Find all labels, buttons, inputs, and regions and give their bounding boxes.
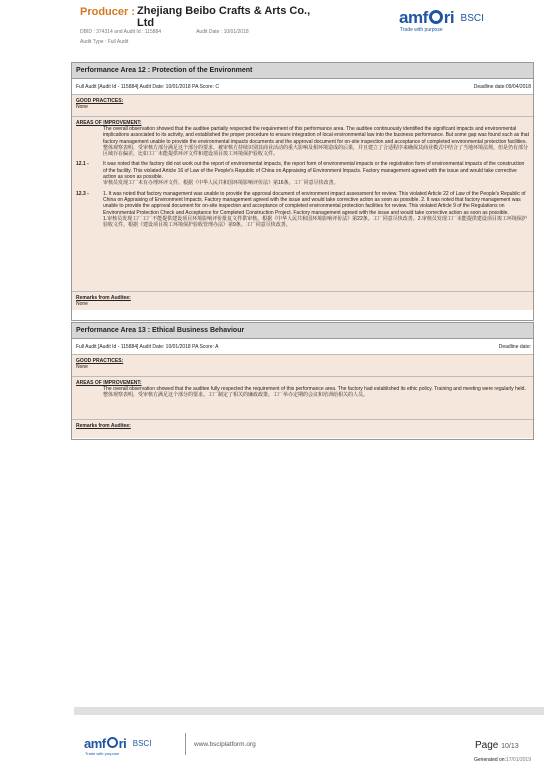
audit-info-text: Full Audit [Audit Id - 115884] Audit Date: 10/01/2018 PA Score: C bbox=[76, 84, 219, 90]
good-practices-value: None bbox=[76, 364, 88, 370]
finding-text-en: 1. It was noted that factory management was unable to provide the approval document of environment impact assessment for review. This violated Article 22 of Law of the People's Republic of China on Appraising of Environment Impacts. Factory management agreed with the issue and would take corrective action as soon as possible. 2. It was noted that factory management was unable to provide the approval document for on-site inspection and acceptance of completed environmental protection facilities for review. This violated Article 9 of the Regulations on Environmental Protection Check and Acceptance for Completed Construction Project. Factory management agreed with the issue and would take corrective action as soon as possible. bbox=[103, 190, 526, 216]
generated-label: Generated on: bbox=[474, 757, 506, 763]
dbid-text: DBID : 374314 and Audit Id : 115884 bbox=[80, 29, 162, 35]
remarks-block bbox=[72, 420, 533, 438]
section-title: Performance Area 13 : Ethical Business Behaviour bbox=[72, 323, 533, 339]
finding-text-en: It was noted that the factory did not work out the report of environmental impacts, the report form of environmental impacts or the registration form of environmental impacts of the construction of the facility. This violated Article 16 of Law of the People's Republic of China on Appraising of Environment Impacts. Factory management agreed with the issue and would take corrective action as soon as possible. bbox=[103, 161, 525, 181]
logo-word-suffix: ri bbox=[118, 736, 127, 752]
deadline-text: Deadline date:09/04/2018 bbox=[473, 84, 531, 90]
overall-observation-cn: 整体观察表明，受审核方满足这个部分的要求。工厂制定了相关的廉政政策。工厂举办定期的会议和培训给相关的人员。 bbox=[103, 392, 369, 399]
improvement-heading: AREAS OF IMPROVEMENT: bbox=[76, 120, 142, 126]
logo-tagline: Trade with purpose bbox=[85, 751, 120, 756]
platform-url-link[interactable]: www.bsciplatform.org bbox=[194, 741, 256, 748]
audit-info-row bbox=[72, 339, 533, 355]
performance-area-13 bbox=[71, 322, 534, 440]
overall-observation-en: The overall observation showed that the auditee fully respected the requirement of this performance area. The factory had established its ethic policy. Training and meeting were regularly held. bbox=[103, 386, 526, 392]
logo-word-prefix: amf bbox=[84, 736, 106, 752]
page-label: Page bbox=[475, 740, 499, 751]
finding-item bbox=[76, 191, 529, 229]
logo-bsci: BSCI bbox=[460, 12, 484, 24]
deadline-text: Deadline date: bbox=[498, 344, 531, 350]
finding-text-cn: 1.审核员发现工厂工厂不能提供建设项目环境影响评价批复文件供审核。根据《中华人民共和国环境影响评价法》第22条。工厂同意尽快改善。2.审核员发现工厂未能提供建设项目竣工环境保护验收文件。根据《建设项目竣工环境保护验收管理办法》第9条。工厂同意尽快改善。 bbox=[103, 215, 527, 229]
generated-on bbox=[474, 757, 531, 763]
audit-type-text: Audit Type : Full Audit bbox=[80, 39, 129, 45]
performance-area-12 bbox=[71, 62, 534, 321]
remarks-block bbox=[72, 292, 533, 310]
good-practices-value: None bbox=[76, 104, 88, 110]
overall-observation-cn: 整体观察表明，受审核方部分满足这个部分的要求。被审核方持续识别其商业活动的重大影响及相环境造成的后果，并且建立了合适程序来确保其商业模式中结合了当地环境法规。但是仍有部分区域存在偏差，比如工厂未能提供环评文件和建设项目竣工环境保护验收文件。 bbox=[103, 144, 529, 158]
producer-label: Producer : bbox=[80, 6, 136, 18]
finding-number: 12.1 - bbox=[76, 161, 89, 168]
audit-meta-line bbox=[80, 29, 249, 35]
logo-word-prefix: amf bbox=[399, 8, 428, 27]
producer-name: Zhejiang Beibo Crafts & Arts Co., Ltd bbox=[137, 5, 311, 29]
footer-divider bbox=[185, 733, 186, 755]
amfori-bsci-logo bbox=[399, 8, 509, 36]
logo-word-suffix: ri bbox=[443, 8, 455, 27]
footer-amfori-bsci-logo bbox=[84, 735, 164, 757]
audit-info-row bbox=[72, 79, 533, 95]
finding-item bbox=[76, 161, 529, 186]
footer-bar bbox=[74, 707, 544, 715]
logo-ring-icon bbox=[429, 10, 443, 24]
remarks-heading: Remarks from Auditee: bbox=[76, 295, 131, 301]
remarks-heading: Remarks from Auditee: bbox=[76, 423, 131, 429]
overall-observation-en: The overall observation showed that the auditee partially respected the requirement of this performance area. The auditee continuously identified the significant impacts and environmental implications associated to its activity, and established the proper procedure to ensure integration of local environmental law into the business performance. But some gap was found such as that factory management unable to provide the environmental impacts documents and the approval document for on-site inspection and acceptance of completed environmental protection facilities. bbox=[103, 126, 529, 145]
logo-bsci: BSCI bbox=[132, 739, 152, 749]
remarks-value: None bbox=[76, 301, 88, 307]
generated-date: 17/01/2019 bbox=[505, 757, 531, 763]
page-number: 10/13 bbox=[501, 743, 519, 750]
logo-ring-icon bbox=[107, 737, 118, 748]
improvement-heading: AREAS OF IMPROVEMENT: bbox=[76, 380, 142, 386]
logo-tagline: Trade with purpose bbox=[400, 27, 443, 33]
audit-date-text: Audit Date : 10/01/2018 bbox=[196, 29, 249, 35]
areas-of-improvement-block bbox=[72, 377, 533, 420]
good-practices-block bbox=[72, 355, 533, 377]
section-title: Performance Area 12 : Protection of the Environment bbox=[72, 63, 533, 79]
page-header bbox=[0, 0, 553, 58]
good-practices-heading: GOOD PRACTICES: bbox=[76, 358, 124, 364]
good-practices-heading: GOOD PRACTICES: bbox=[76, 98, 124, 104]
finding-text-cn: 审核员发现工厂未有办理环评文件。根据《中华人民共和国环境影响评价法》第16条。工厂同意尽快改善。 bbox=[103, 180, 339, 187]
audit-info-text: Full Audit [Audit Id - 115884] Audit Date: 10/01/2018 PA Score: A bbox=[76, 344, 219, 350]
page-indicator bbox=[475, 740, 519, 751]
finding-number: 12.3 - bbox=[76, 190, 89, 197]
good-practices-block bbox=[72, 95, 533, 117]
areas-of-improvement-block bbox=[72, 117, 533, 292]
